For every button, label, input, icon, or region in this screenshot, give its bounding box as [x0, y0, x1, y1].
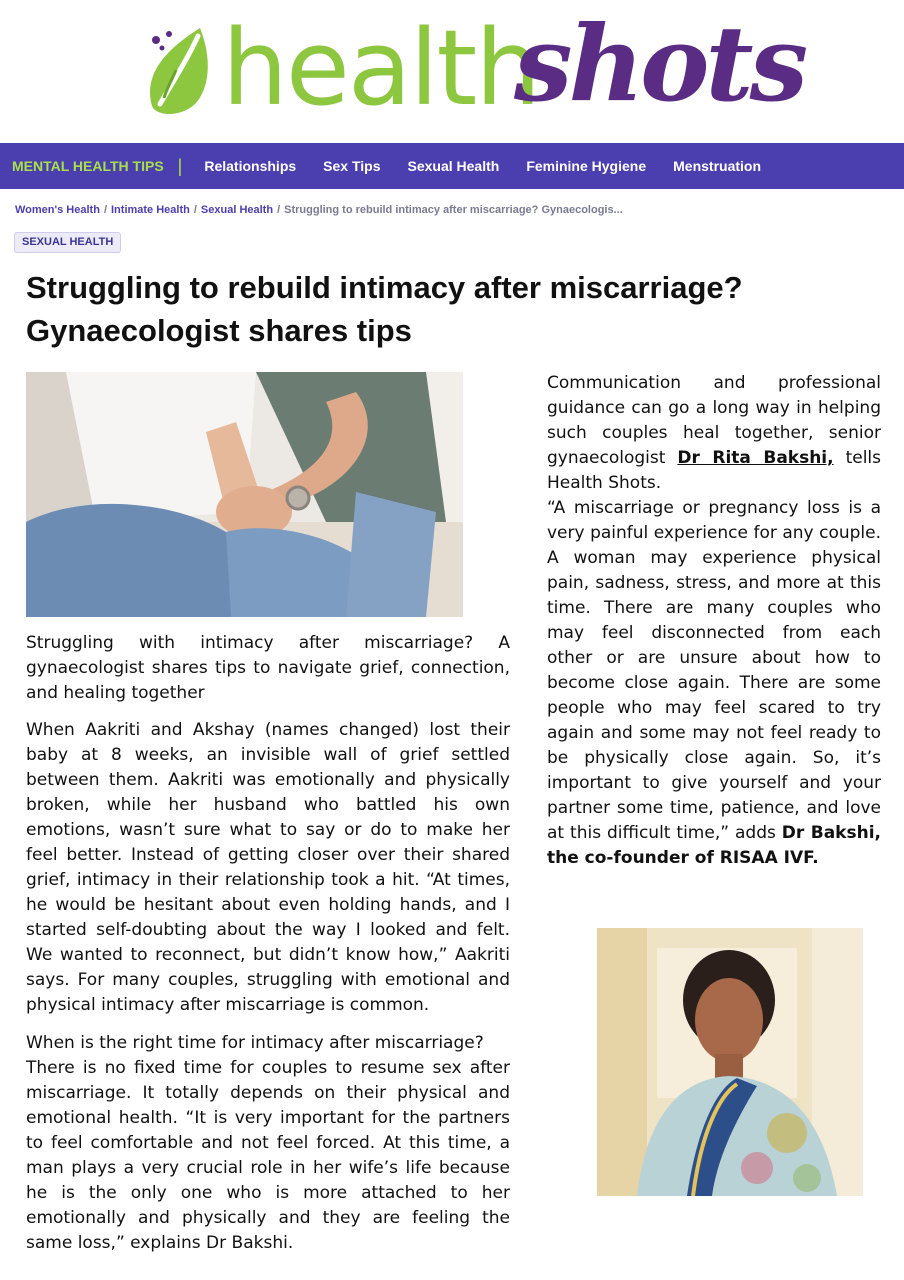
breadcrumb — [15, 204, 895, 216]
doctor-profile-link[interactable]: Dr Rita Bakshi, — [677, 448, 834, 468]
article-paragraph: When Aakriti and Akshay (names changed) lost their baby at 8 weeks, an invisible wall of grief settled between them. Aakriti was emotionally and physically broken, while her husband who battled his own emotions, wasn’t sure what to say or do to make her feel better. Instead of getting closer over their shared grief, intimacy in their relationship took a hit. “At times, he would be hesitant about even holding hands, and I started self-doubting about the way I looked and felt. We wanted to reconnect, but didn’t know how,” Aakriti says. For many couples, struggling with emotional and physical intimacy after miscarriage is common. — [26, 720, 510, 1015]
article-title: Struggling to rebuild intimacy after miscarriage? Gynaecologist shares tips — [26, 270, 743, 348]
breadcrumb-sexual-health[interactable]: Sexual Health — [200, 204, 274, 216]
section-subheading: When is the right time for intimacy after miscarriage? — [26, 1033, 484, 1053]
article-section — [26, 1031, 510, 1256]
article-paragraph: There is no fixed time for couples to resume sex after miscarriage. It totally depends on their physical and emotional health. “It is very important for the partners to feel comfortable and not feel forced. At this time, a man plays a very crucial role in her wife’s life because he is the only one who is more attached to her emotionally and physically and they are feeling the same loss,” explains Dr Bakshi. — [26, 1058, 510, 1253]
breadcrumb-intimate-health[interactable]: Intimate Health — [111, 204, 190, 216]
nav-item-feminine-hygiene[interactable]: Feminine Hygiene — [526, 158, 647, 174]
nav-item-sexual-health[interactable]: Sexual Health — [407, 158, 500, 174]
doctor-quote: “A miscarriage or pregnancy loss is a very painful experience for any couple. A woman may experience physical pain, sadness, stress, and more at this time. There are many couples who may feel disconnected from each other or are unsure about how to become close again. There are some people who may feel scared to try again and some may not feel ready to be physically close again. So, it’s important to give yourself and your partner some time, patience, and love at this difficult time,” adds — [547, 498, 881, 843]
nav-divider: | — [177, 155, 183, 176]
breadcrumb-current: Struggling to rebuild intimacy after miscarriage? Gynaecologis... — [284, 204, 623, 216]
breadcrumb-separator: / — [103, 204, 107, 216]
image-caption: Struggling with intimacy after miscarriage? A gynaecologist shares tips to navigate grief, connection, and healing together — [26, 633, 510, 703]
nav-item-sex-tips[interactable]: Sex Tips — [323, 158, 381, 174]
category-tag[interactable]: SEXUAL HEALTH — [14, 232, 121, 253]
breadcrumb-womens-health[interactable]: Women's Health — [15, 204, 100, 216]
main-nav — [0, 143, 904, 189]
site-logo[interactable] — [0, 0, 904, 143]
leaf-icon — [140, 18, 216, 122]
breadcrumb-separator: / — [277, 204, 281, 216]
nav-item-mental-health-tips[interactable]: MENTAL HEALTH TIPS — [12, 158, 164, 174]
article-right-column — [547, 371, 881, 871]
quote-attribution: Dr Bakshi, the co-founder of RISAA IVF. — [547, 823, 881, 868]
doctor-portrait-image — [597, 928, 863, 1196]
nav-item-menstruation[interactable]: Menstruation — [673, 158, 762, 174]
breadcrumb-separator: / — [193, 204, 197, 216]
article-paragraph: Communication and professional guidance can go a long way in helping such couples heal together, senior gynaecologist — [547, 373, 881, 468]
logo-text-shots: shots — [514, 2, 805, 125]
couple-holding-hands-image — [26, 372, 463, 617]
article-paragraph-end: tells Health Shots. — [547, 448, 882, 493]
nav-item-relationships[interactable]: Relationships — [204, 158, 297, 174]
logo-text-health: health — [222, 7, 540, 129]
